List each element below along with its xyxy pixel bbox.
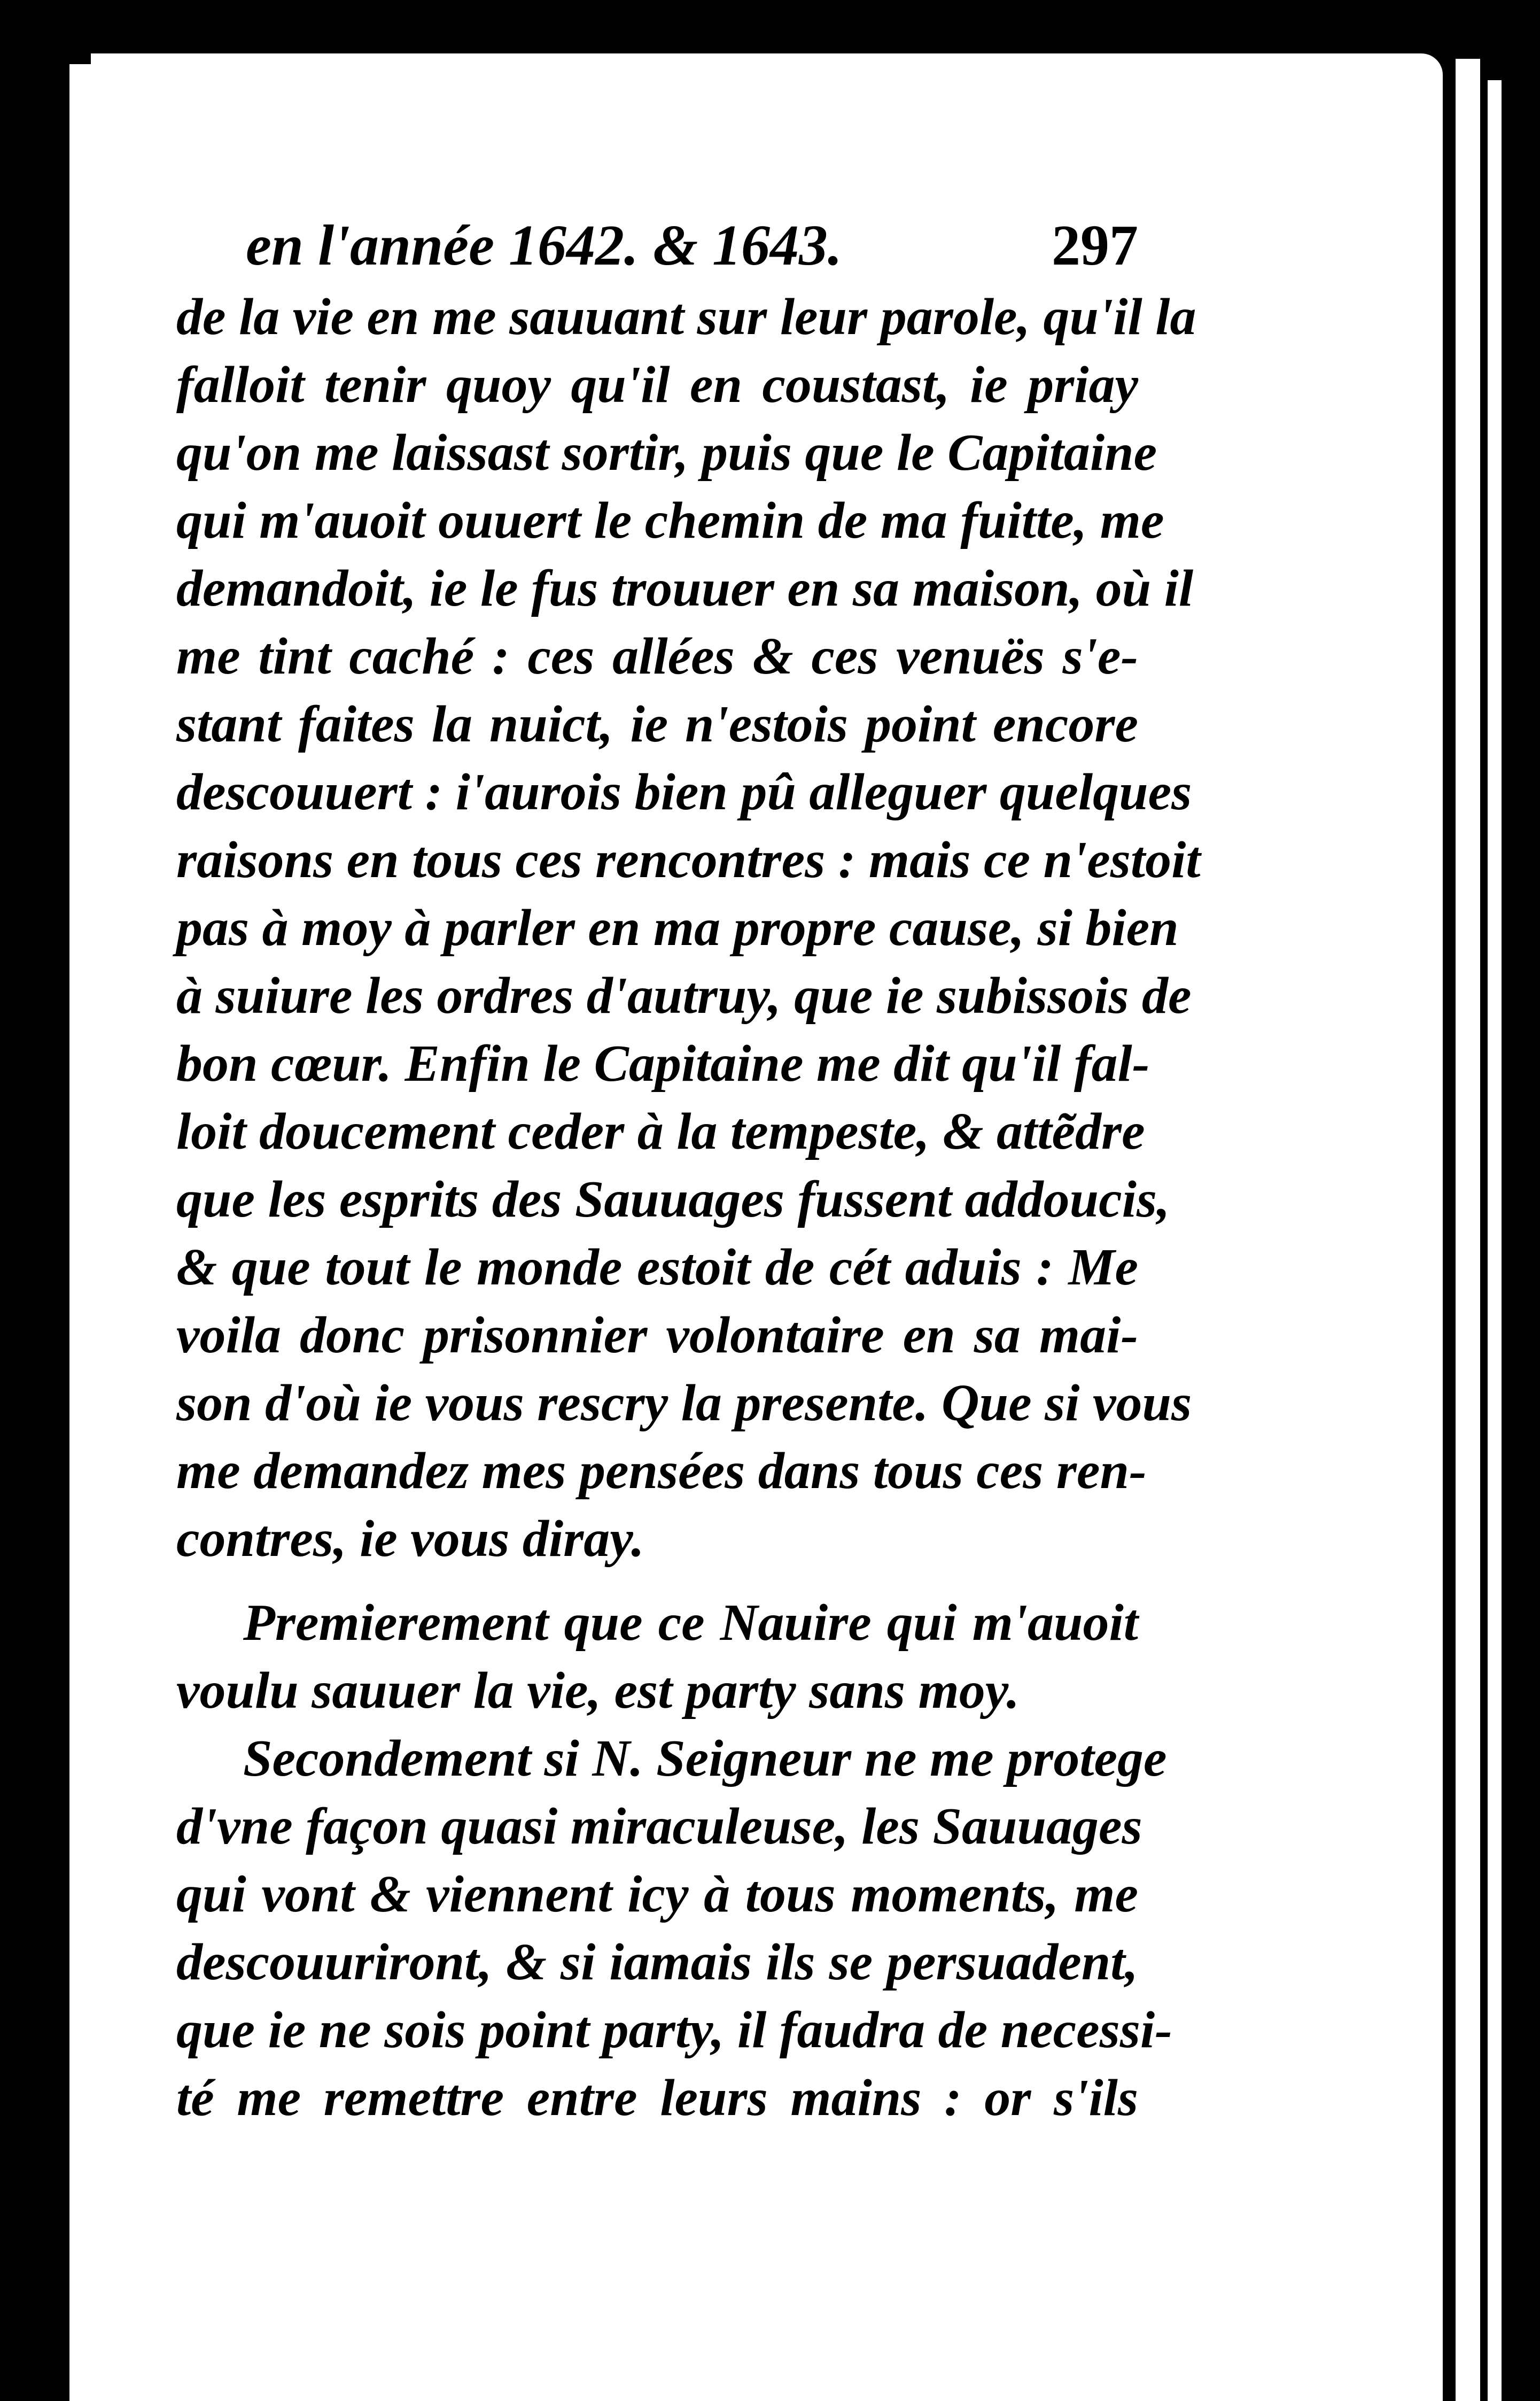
text-line: loit doucement ceder à la tempeste, & attẽdre	[176, 1103, 1145, 1160]
paragraph-3	[176, 1725, 1172, 2132]
text-line: contres, ie vous diray.	[176, 1510, 644, 1568]
page-fore-edge-outer	[1480, 80, 1502, 2401]
text-line: de la vie en me sauuant sur leur parole, qu'il la	[176, 288, 1196, 346]
text-line: té me remettre entre leurs mains : or s'ils	[176, 2069, 1138, 2127]
text-line: me demandez mes pensées dans tous ces ren-	[176, 1442, 1147, 1500]
text-line: me tint caché : ces allées & ces venuës s'e-	[176, 628, 1138, 685]
binding-edge	[69, 64, 91, 2401]
page-text	[176, 214, 1201, 2132]
text-line: d'vne façon quasi miraculeuse, les Sauuages	[176, 1798, 1142, 1855]
text-line: que les esprits des Sauuages fussent addoucis,	[176, 1171, 1170, 1228]
text-line: que ie ne sois point party, il faudra de necessi-	[176, 2001, 1172, 2059]
text-line: stant faites la nuict, ie n'estois point encore	[176, 695, 1138, 753]
text-line: raisons en tous ces rencontres : mais ce n'estoit	[176, 831, 1201, 889]
text-line: pas à moy à parler en ma propre cause, si bien	[176, 899, 1179, 957]
running-head	[246, 214, 1138, 278]
text-line: Premierement que ce Nauire qui m'auoit	[243, 1594, 1138, 1652]
paragraph-gap	[176, 1573, 1138, 1589]
paragraph-1	[176, 283, 1201, 1573]
text-line: demandoit, ie le fus trouuer en sa maison, où il	[176, 560, 1194, 617]
running-head-title: en l'année 1642. & 1643.	[246, 214, 843, 277]
text-line: voulu sauuer la vie, est party sans moy.	[176, 1662, 1020, 1720]
page-fore-edge	[1443, 59, 1480, 2401]
text-line: qu'on me laissast sortir, puis que le Capitaine	[176, 424, 1157, 482]
text-line: son d'où ie vous rescry la presente. Que si vous	[176, 1374, 1192, 1432]
text-line: à suiure les ordres d'autruy, que ie subissois de	[176, 967, 1192, 1025]
text-line: qui vont & viennent icy à tous moments, me	[176, 1865, 1138, 1923]
text-line: voila donc prisonnier volontaire en sa mai-	[176, 1306, 1138, 1364]
text-line: bon cœur. Enfin le Capitaine me dit qu'il fal-	[176, 1035, 1150, 1093]
text-line: descouuriront, & si iamais ils se persuadent,	[176, 1933, 1138, 1991]
paragraph-2	[176, 1589, 1138, 1725]
text-line: & que tout le monde estoit de cét aduis : Me	[176, 1238, 1138, 1296]
page-number: 297	[1052, 214, 1138, 277]
text-line: descouuert : i'aurois bien pû alleguer quelques	[176, 763, 1192, 821]
text-line: Secondement si N. Seigneur ne me protege	[243, 1730, 1167, 1787]
text-line: qui m'auoit ouuert le chemin de ma fuitte, me	[176, 492, 1164, 549]
text-line: falloit tenir quoy qu'il en coustast, ie priay	[176, 356, 1138, 414]
